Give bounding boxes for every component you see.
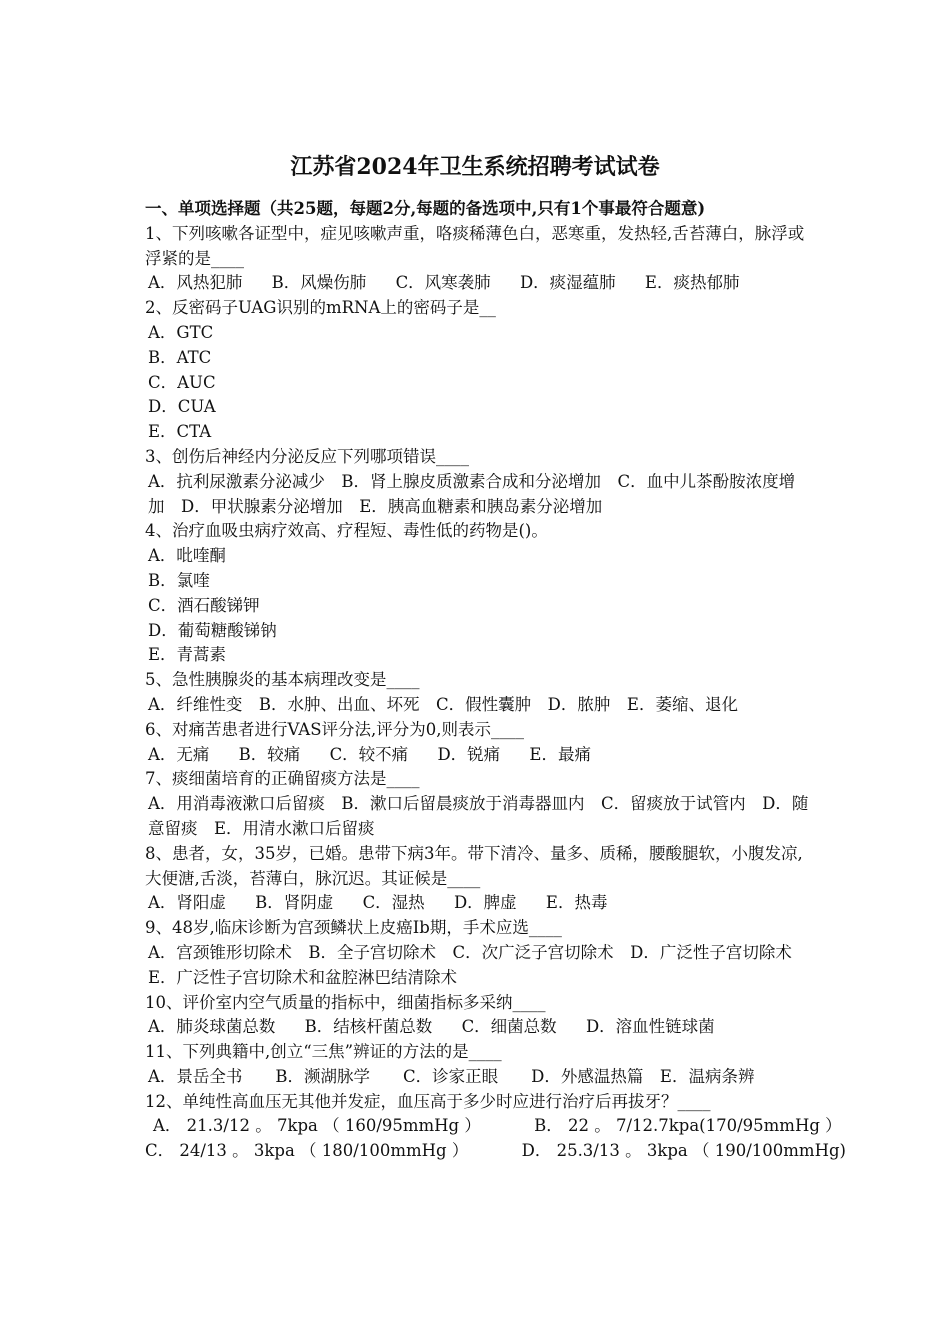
option-row: A．景岳全书 B．濒湖脉学 C．诊家正眼 D．外感温热篇 E．温病条辨: [148, 1066, 755, 1086]
option-row: [145, 743, 810, 768]
option: B． 22 。 7/12.7kpa(170/95mmHg ）: [534, 1116, 842, 1136]
option: B．较痛: [238, 744, 301, 764]
option-row: A．宫颈锥形切除术 B．全子宫切除术 C．次广泛子宫切除术 D．广泛性子宫切除术 E．广泛性子宫切除术和盆腔淋巴结清除术: [148, 942, 809, 987]
question-5: [145, 668, 810, 718]
question-10: [145, 991, 810, 1041]
option-row: [145, 1139, 846, 1164]
option: B．风燥伤肺: [271, 273, 367, 293]
question-7: [145, 767, 810, 841]
option: C．湿热: [362, 893, 425, 913]
question-stem: 7、痰细菌培育的正确留痰方法是____: [145, 769, 420, 789]
option: B．氯喹: [148, 570, 210, 590]
option: A．肺炎球菌总数: [148, 1017, 276, 1037]
exam-content: [145, 197, 846, 1164]
option-row: [145, 891, 810, 916]
option: D． 25.3/13 。 3kpa （ 190/100mmHg): [521, 1141, 846, 1161]
option-row: A．抗利尿激素分泌减少 B．肾上腺皮质激素合成和分泌增加 C．血中儿茶酚胺浓度增加 D．甲状腺素分泌增加 E．胰高血糖素和胰岛素分泌增加: [148, 471, 796, 516]
question-11: [145, 1040, 810, 1090]
option: B．ATC: [148, 347, 212, 367]
question-9: [145, 916, 810, 990]
question-stem: 3、创伤后神经内分泌反应下列哪项错误____: [145, 446, 469, 466]
option: E．最痛: [529, 744, 591, 764]
option: E．CTA: [148, 422, 212, 442]
question-6: [145, 718, 810, 768]
question-4: [145, 519, 810, 668]
option: A．风热犯肺: [148, 273, 243, 293]
option: B．肾阴虚: [255, 893, 334, 913]
question-3: [145, 445, 810, 519]
option: C． 24/13 。 3kpa （ 180/100mmHg ）: [145, 1141, 469, 1161]
question-stem: 12、单纯性高血压无其他并发症，血压高于多少时应进行治疗后再拔牙？____: [145, 1091, 711, 1111]
question-stem: 6、对痛苦患者进行VAS评分法,评分为0,则表示____: [145, 719, 525, 739]
question-stem: 10、评价室内空气质量的指标中，细菌指标多采纳____: [145, 992, 546, 1012]
option-row: A．纤维性变 B．水肿、出血、坏死 C．假性囊肿 D．脓肿 E．萎缩、退化: [148, 694, 738, 714]
section-heading: 一、单项选择题（共25题，每题2分,每题的备选项中,只有1个事最符合题意): [145, 199, 706, 218]
option: C．AUC: [148, 372, 216, 392]
option: C．风寒袭肺: [395, 273, 491, 293]
question-stem: 9、48岁,临床诊断为宫颈鳞状上皮癌Ⅰb期，手术应选____: [145, 918, 562, 938]
option: D．CUA: [148, 397, 216, 417]
option: A． 21.3/12 。 7kpa （ 160/95mmHg ）: [153, 1116, 481, 1136]
option: A．无痛: [148, 744, 210, 764]
question-stem: 1、下列咳嗽各证型中，症见咳嗽声重，咯痰稀薄色白，恶寒重，发热轻,舌苔薄白，脉浮或浮紧的是____: [145, 223, 805, 268]
question-stem: 4、治疗血吸虫病疗效高、疗程短、毒性低的药物是()。: [145, 521, 548, 541]
option: C．细菌总数: [461, 1017, 557, 1037]
question-8: [145, 842, 810, 916]
option: A．吡喹酮: [148, 546, 226, 566]
option: D．脾虚: [453, 893, 517, 913]
option: C．较不痛: [329, 744, 409, 764]
question-stem: 11、下列典籍中,创立“三焦”辨证的方法的是____: [145, 1042, 502, 1062]
option: D．葡萄糖酸锑钠: [148, 620, 277, 640]
question-2: [145, 296, 810, 445]
option: C．酒石酸锑钾: [148, 595, 260, 615]
option: A．肾阳虚: [148, 893, 226, 913]
option: D．痰湿蕴肺: [519, 273, 616, 293]
option: E．痰热郁肺: [644, 273, 740, 293]
option-row: [145, 1114, 842, 1139]
option-row: [145, 271, 810, 296]
question-stem: 2、反密码子UAG识别的mRNA上的密码子是__: [145, 298, 496, 318]
question-1: [145, 222, 810, 296]
question-stem: 8、患者，女，35岁，已婚。患带下病3年。带下清冷、量多、质稀，腰酸腿软，小腹发凉,大便溏,舌淡，苔薄白，脉沉迟。其证候是____: [145, 843, 803, 888]
option-row: [145, 1015, 810, 1040]
option: E．青蒿素: [148, 645, 227, 665]
option-row: A．用消毒液漱口后留痰 B．漱口后留晨痰放于消毒器皿内 C．留痰放于试管内 D．随意留痰 E．用清水漱口后留痰: [148, 794, 809, 838]
question-12: [145, 1090, 846, 1164]
question-stem: 5、急性胰腺炎的基本病理改变是____: [145, 670, 420, 690]
option: B．结核杆菌总数: [304, 1017, 433, 1037]
option: A．GTC: [148, 322, 214, 342]
option: E．热毒: [545, 893, 608, 913]
option: D．溶血性链球菌: [585, 1017, 715, 1037]
page-title: 江苏省2024年卫生系统招聘考试试卷: [290, 154, 660, 180]
option: D．锐痛: [437, 744, 501, 764]
